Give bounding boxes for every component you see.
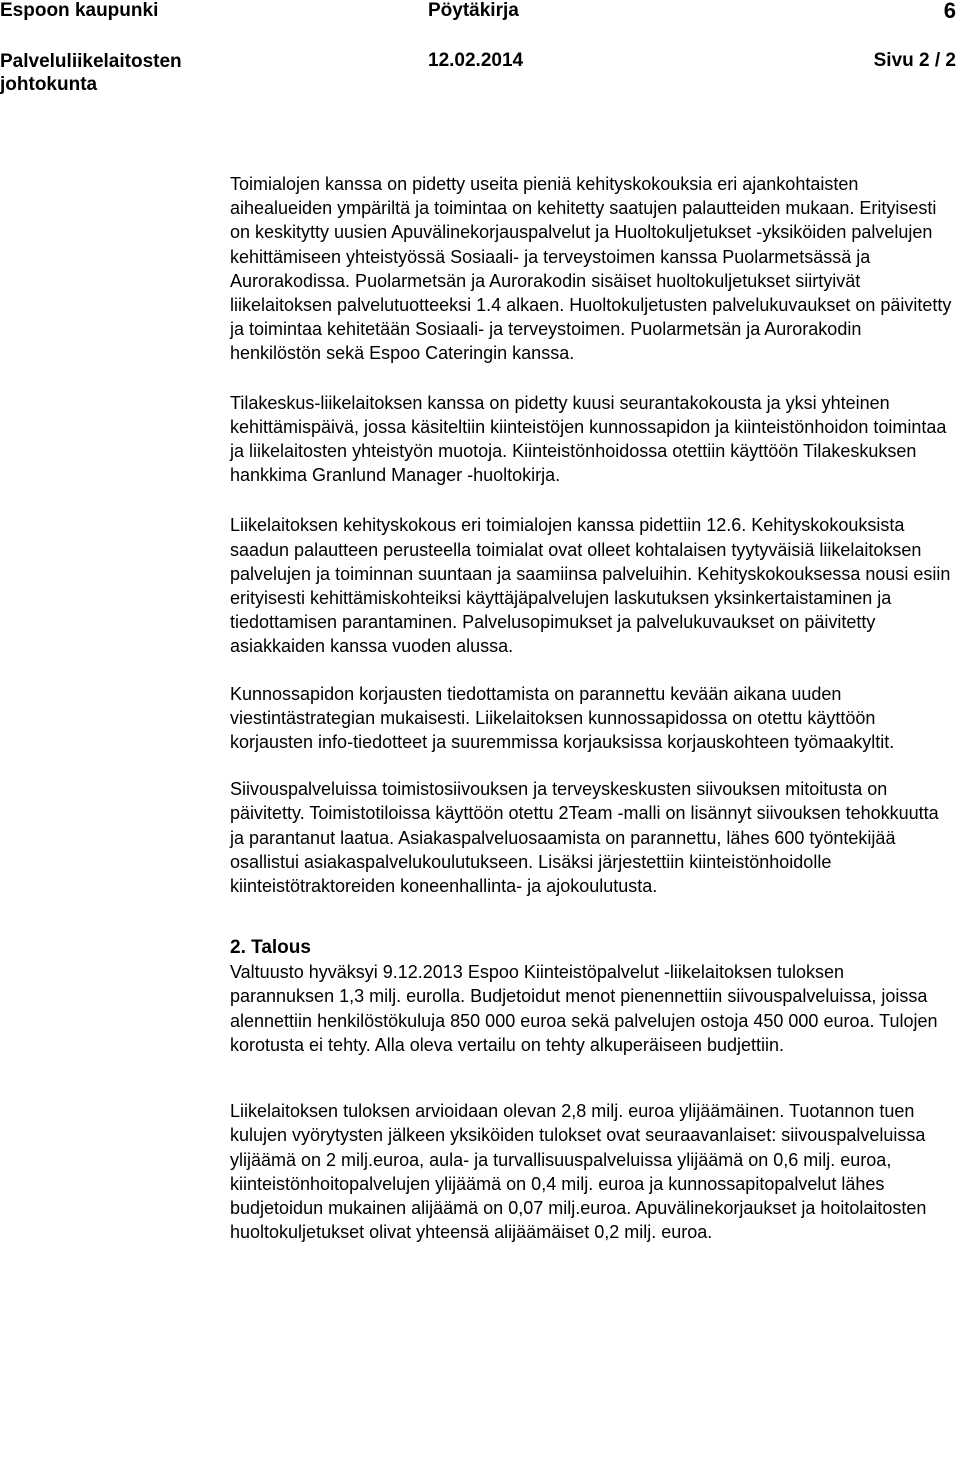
paragraph-maintenance-communication: Kunnossapidon korjausten tiedottamista on parannettu kevään aikana uuden viestintästrategian mukaisesti. Liikelaitoksen kunnossapidossa on otettu käyttöön korjausten info-tiedotteet ja suuremmissa korjauksissa korjauskohteen työmaakyltit. <box>230 683 895 753</box>
paragraph-budget-approval: Valtuusto hyväksyi 9.12.2013 Espoo Kiinteistöpalvelut -liikelaitoksen tuloksen parannuksen 1,3 milj. eurolla. Budjetoidut menot pienennettiin siivouspalveluissa, joissa alennettiin henkilöstökuluja 850 000 euroa sekä palvelujen ostoja 450 000 euroa. Tulojen korotusta ei tehty. Alla oleva vertailu on tehty alkuperäiseen budjettiin. <box>230 962 938 1055</box>
paragraph-tilakeskus: Tilakeskus-liikelaitoksen kanssa on pidetty kuusi seurantakokousta ja yksi yhteinen kehittämispäivä, jossa käsiteltiin kiinteistöjen kunnossapidon ja kiinteistönhoidon toimintaa ja liikelaitosten yhteistyön muotoja. Kiinteistönhoidossa otettiin käyttöön Tilakeskuksen hankkima Granlund Manager -huoltokirja. <box>230 392 947 486</box>
unit-name: Palveluliikelaitosten johtokunta <box>0 51 182 95</box>
paragraph-development-meetings: Toimialojen kanssa on pidetty useita pieniä kehityskokouksia eri ajankohtaisten aihealueiden ympäriltä ja toimintaa on kehitetty saatujen palautteiden mukaan. Erityisesti on keskitytty uusien Apuvälinekorjauspalvelut ja Huoltokuljetukset -yksiköiden palvelujen kehittämiseen yhteistyössä Sosiaali- ja terveystoimen kanssa Puolarmetsässä ja Aurorakodissa. Puolarmetsän ja Aurorakodin sisäiset huoltokuljetukset siirtyivät liikelaitoksen palvelutuotteeksi 1.4 alkaen. Huoltokuljetusten palvelukuvaukset on päivitetty ja toimintaa kehitetään Sosiaali- ja terveystoimen. Puolarmetsän ja Aurorakodin henkilöstön sekä Espoo Cateringin kanssa. <box>230 174 952 364</box>
paragraph-development-meeting-feedback: Liikelaitoksen kehityskokous eri toimialojen kanssa pidettiin 12.6. Kehityskokouksista saadun palautteen perusteella toimialat ovat olleet kohtalaisen tyytyväisiä liikelaitoksen palvelujen ja toiminnan suuntaan ja saamiinsa palveluihin. Kehityskokouksessa nousi esiin erityisesti kehittämiskohteiksi käyttäjäpalvelujen laskutuksen yksinkertaistaminen ja tiedottamisen parantaminen. Palvelusopimukset ja palvelukuvaukset on päivitetty asiakkaiden kanssa vuoden alussa. <box>230 515 951 657</box>
item-number: 6 <box>943 0 956 23</box>
document-type: Pöytäkirja <box>428 0 519 21</box>
paragraph-result-forecast: Liikelaitoksen tuloksen arvioidaan olevan 2,8 milj. euroa ylijäämäinen. Tuotannon tuen kulujen vyörytysten jälkeen yksiköiden tulokset ovat seuraavanlaiset: siivouspalveluissa ylijäämä on 2 milj.euroa, aula- ja turvallisuuspalveluissa ylijäämä on 0,6 milj. euroa, kiinteistönhoitopalvelujen ylijäämä on 0,4 milj. euroa ja kunnossapitopalvelut lähes budjetoidun mukainen alijäämä on 0,07 milj.euroa. Apuvälinekorjaukset ja hoitolaitosten huoltokuljetukset olivat yhteensä alijäämäiset 0,2 milj. euroa. <box>230 1101 927 1243</box>
section-heading-talous: 2. Talous <box>230 937 311 959</box>
page-number: Sivu 2 / 2 <box>873 50 956 71</box>
paragraph-cleaning-services: Siivouspalveluissa toimistosiivouksen ja terveyskeskusten siivouksen mitoitusta on päivitetty. Toimistotiloissa käyttöön otettu 2Team -malli on lisännyt siivouksen tehokkuutta ja parantanut laatua. Asiakaspalveluosaamista on parannettu, lähes 600 työntekijää osallistui asiakaspalvelukoulutukseen. Lisäksi järjestettiin kiinteistönhoidolle kiinteistötraktoreiden koneenhallinta- ja ajokoulutusta. <box>230 779 939 897</box>
document-body <box>230 172 952 1244</box>
meeting-date: 12.02.2014 <box>428 50 524 71</box>
organization-name: Espoon kaupunki <box>0 0 159 21</box>
